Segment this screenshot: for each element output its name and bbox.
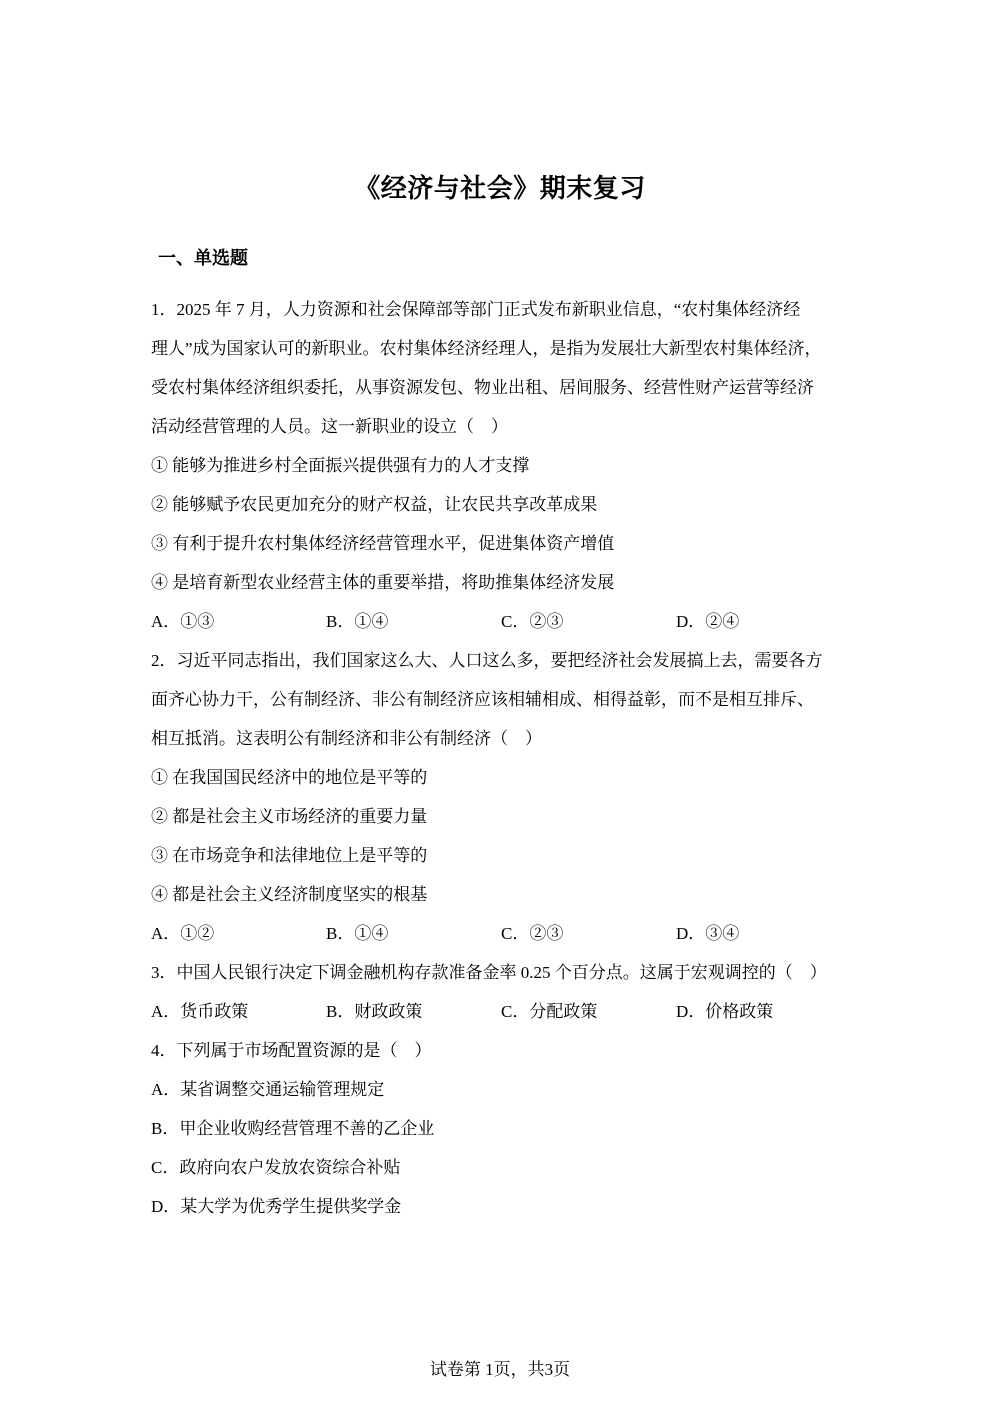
statement-item: ② 都是社会主义市场经济的重要力量 — [151, 807, 428, 826]
option-c[interactable]: C．分配政策 — [501, 1002, 598, 1021]
question-text-line: 2．习近平同志指出，我们国家这么大、人口这么多，要把经济社会发展搞上去，需要各方 — [151, 651, 823, 670]
page-footer: 试卷第 1页，共3页 — [429, 1360, 571, 1379]
answer-options — [151, 602, 861, 641]
question-text-line: 3．中国人民银行决定下调金融机构存款准备金率 0.25 个百分点。这属于宏观调控的（ ） — [151, 963, 827, 982]
option-c[interactable]: C．②③ — [501, 924, 564, 943]
option-d[interactable]: D．某大学为优秀学生提供奖学金 — [151, 1197, 402, 1216]
option-b[interactable]: B．①④ — [326, 924, 389, 943]
statement-item: ① 在我国国民经济中的地位是平等的 — [151, 768, 428, 787]
option-c[interactable]: C．政府向农户发放农资综合补贴 — [151, 1158, 401, 1177]
option-d[interactable]: D．价格政策 — [676, 1002, 774, 1021]
question-text-line: 1．2025 年 7 月，人力资源和社会保障部等部门正式发布新职业信息，“农村集体经济经 — [151, 300, 801, 319]
question-text-line: 相互抵消。这表明公有制经济和非公有制经济（ ） — [151, 729, 542, 748]
statement-item: ④ 都是社会主义经济制度坚实的根基 — [151, 885, 428, 904]
option-a[interactable]: A．①③ — [151, 612, 215, 631]
question-4 — [151, 1031, 861, 1226]
option-a[interactable]: A．货币政策 — [151, 1002, 249, 1021]
answer-options — [151, 992, 861, 1031]
question-text-line: 面齐心协力干，公有制经济、非公有制经济应该相辅相成、相得益彰，而不是相互排斥、 — [151, 690, 814, 709]
answer-options — [151, 914, 861, 953]
statement-item: ② 能够赋予农民更加充分的财产权益，让农民共享改革成果 — [151, 495, 598, 514]
question-text-line: 4．下列属于市场配置资源的是（ ） — [151, 1041, 432, 1060]
option-d[interactable]: D．②④ — [676, 612, 740, 631]
question-2 — [151, 641, 861, 953]
option-b[interactable]: B．财政政策 — [326, 1002, 423, 1021]
statement-item: ③ 有利于提升农村集体经济经营管理水平，促进集体资产增值 — [151, 534, 615, 553]
document-title: 《经济与社会》期末复习 — [354, 174, 646, 204]
option-b[interactable]: B．甲企业收购经营管理不善的乙企业 — [151, 1119, 435, 1138]
option-a[interactable]: A．某省调整交通运输管理规定 — [151, 1080, 385, 1099]
statement-item: ③ 在市场竞争和法律地位上是平等的 — [151, 846, 428, 865]
statement-item: ④ 是培育新型农业经营主体的重要举措，将助推集体经济发展 — [151, 573, 615, 592]
statement-item: ① 能够为推进乡村全面振兴提供强有力的人才支撑 — [151, 456, 530, 475]
question-text-line: 理人”成为国家认可的新职业。农村集体经济经理人，是指为发展壮大新型农村集体经济， — [151, 339, 822, 358]
option-a[interactable]: A．①② — [151, 924, 215, 943]
option-c[interactable]: C．②③ — [501, 612, 564, 631]
section-heading: 一、单选题 — [158, 248, 248, 269]
option-b[interactable]: B．①④ — [326, 612, 389, 631]
question-text-line: 受农村集体经济组织委托，从事资源发包、物业出租、居间服务、经营性财产运营等经济 — [151, 378, 814, 397]
question-text-line: 活动经营管理的人员。这一新职业的设立（ ） — [151, 417, 508, 436]
question-3 — [151, 953, 861, 1031]
question-1 — [151, 290, 861, 641]
option-d[interactable]: D．③④ — [676, 924, 740, 943]
